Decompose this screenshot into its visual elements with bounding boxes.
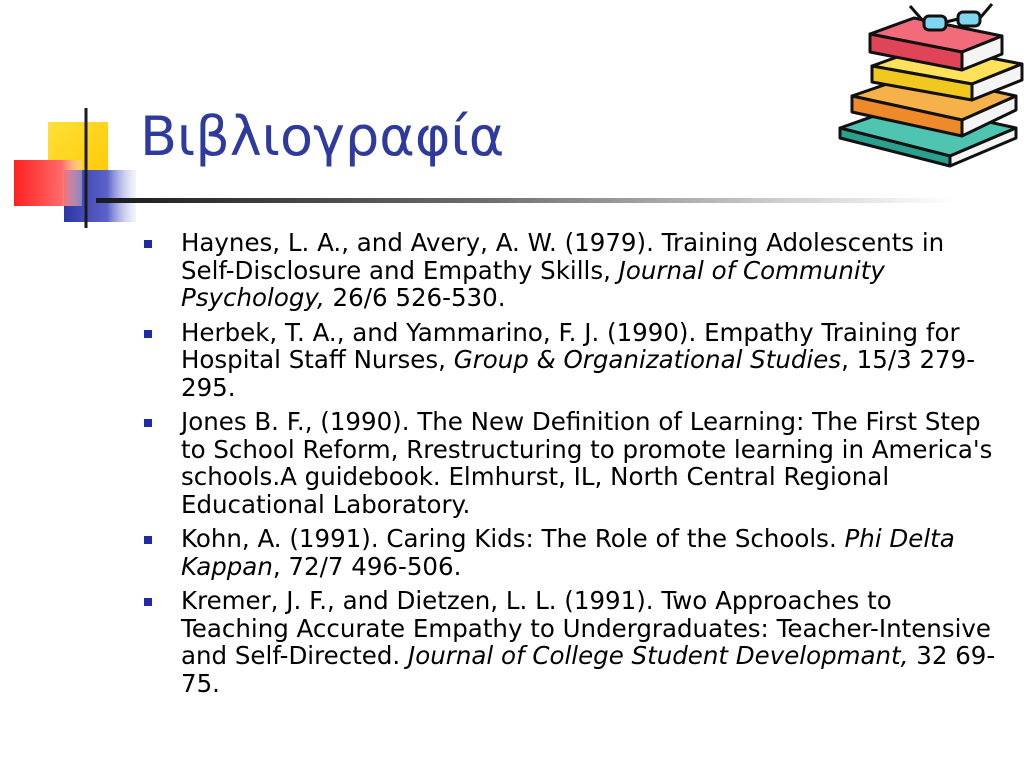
deco-red-square <box>14 160 82 206</box>
reference-text: Jones B. F., (1990). The New Definition of Learning: The First Step to School Reform, Rrestructuring to promote learning in America's schools.A guidebook. Elmhurst, IL, North Central Regional Educational Laboratory. <box>181 407 993 519</box>
reference-text: Haynes, L. A., and Avery, A. W. (1979). Training Adolescents in Self-Disclosure and Empathy Skills, <box>181 228 945 285</box>
reference-item <box>140 229 1000 312</box>
reference-text: Herbek, T. A., and Yammarino, F. J. (1990). Empathy Training for Hospital Staff Nurses, <box>181 317 960 374</box>
reference-item <box>140 525 1000 580</box>
bullet-icon <box>144 240 152 248</box>
bullet-icon <box>144 419 152 427</box>
reference-list <box>140 229 1000 704</box>
stacked-books-with-glasses-icon <box>832 0 1024 170</box>
bullet-icon <box>144 598 152 606</box>
reference-item <box>140 587 1000 697</box>
reference-journal: Journal of Community Psychology, <box>181 255 885 312</box>
reference-item <box>140 408 1000 518</box>
reference-volume: 26/6 526-530. <box>324 283 506 312</box>
reference-journal: Group & Organizational Studies <box>453 345 842 374</box>
reference-text: Kremer, J. F., and Dietzen, L. L. (1991). Two Approaches to Teaching Accurate Empathy to Undergraduates: Teacher-Intensive and Self-Directed. <box>181 586 991 670</box>
bullet-icon <box>144 330 152 338</box>
title-divider <box>96 198 956 203</box>
reference-volume: , 72/7 496-506. <box>272 551 462 581</box>
reference-text: Kohn, A. (1991). Caring Kids: The Role of the Schools. <box>181 524 845 553</box>
reference-journal: Phi Delta Kappan <box>181 524 955 581</box>
reference-volume: , 15/3 279-295. <box>181 345 976 402</box>
page-title: Βιβλιογραφία <box>140 105 505 168</box>
bullet-icon <box>144 536 152 544</box>
reference-journal: Journal of College Student Developmant, <box>408 641 909 670</box>
reference-volume: 32 69- 75. <box>181 641 996 698</box>
reference-item <box>140 319 1000 402</box>
